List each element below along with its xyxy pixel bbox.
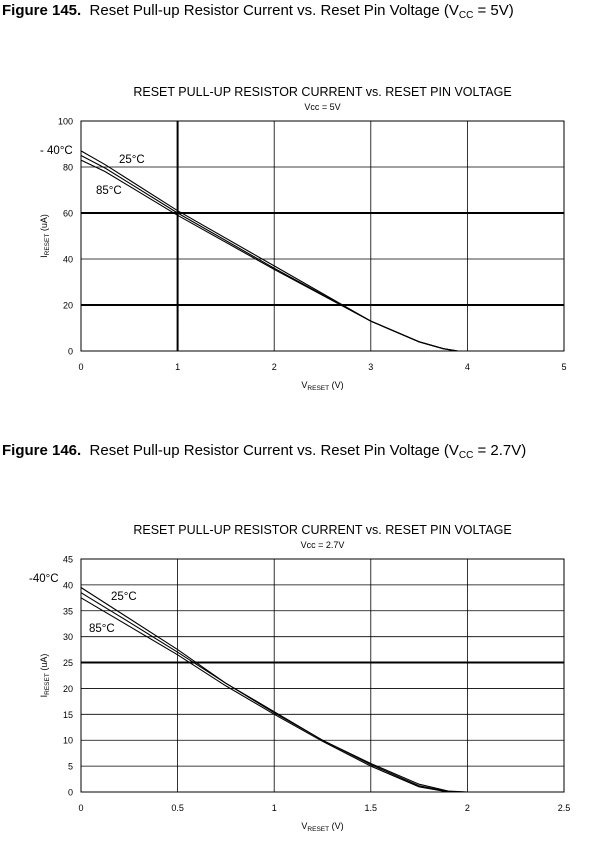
x-tick-label: 2 <box>464 803 470 813</box>
y-tick-label: 20 <box>62 683 73 694</box>
y-tick-label: 30 <box>62 632 73 643</box>
x-tick-label: 0 <box>78 803 84 813</box>
x-tick-label: 5 <box>561 362 567 372</box>
y-tick-label: 45 <box>62 554 73 565</box>
series-line <box>81 588 564 793</box>
caption-suffix: = 2.7V) <box>473 442 527 459</box>
y-tick-label: 60 <box>62 208 73 219</box>
series-label: -40°C <box>29 573 59 585</box>
chart-subtitle: Vcc = 5V <box>304 102 341 112</box>
chart-title: RESET PULL-UP RESISTOR CURRENT vs. RESET PIN VOLTAGE <box>133 85 512 99</box>
y-tick-label: 15 <box>62 709 73 720</box>
chart-title: RESET PULL-UP RESISTOR CURRENT vs. RESET PIN VOLTAGE <box>133 523 512 537</box>
caption-suffix: = 5V) <box>473 2 514 19</box>
x-tick-label: 1 <box>175 362 181 372</box>
caption-subscript: CC <box>458 10 474 21</box>
chart-subtitle: Vcc = 2.7V <box>300 540 345 550</box>
figure-146-caption <box>2 442 526 461</box>
x-tick-label: 4 <box>464 362 470 372</box>
y-tick-label: 80 <box>62 162 73 173</box>
y-tick-label: 0 <box>67 787 73 798</box>
series-label: - 40°C <box>40 145 73 157</box>
chart-vcc-5v <box>0 80 601 400</box>
series-line <box>81 598 564 792</box>
chart-vcc-2-7v <box>0 515 601 840</box>
series-label: 85°C <box>96 185 122 197</box>
x-tick-label: 1 <box>271 803 277 813</box>
series-label: 25°C <box>119 154 145 166</box>
series-line <box>81 593 564 792</box>
y-tick-label: 20 <box>62 300 73 311</box>
x-axis-label: $V_{RESET}$ (V) <box>301 380 344 392</box>
x-axis-label: $V_{RESET}$ (V) <box>301 821 344 833</box>
x-tick-label: 3 <box>368 362 374 372</box>
plot-frame <box>81 121 564 351</box>
series-label: 25°C <box>111 591 137 603</box>
y-tick-label: 10 <box>62 735 73 746</box>
y-tick-label: 5 <box>67 761 73 772</box>
y-axis-label: $I_{RESET}$ (uA) <box>39 653 51 698</box>
figure-number: Figure 145. <box>2 2 82 19</box>
y-axis-label: $I_{RESET}$ (uA) <box>39 214 51 258</box>
x-tick-label: 2.5 <box>557 803 571 813</box>
caption-text: Reset Pull-up Resistor Current vs. Reset Pin Voltage (V <box>89 442 459 459</box>
y-tick-label: 100 <box>57 116 73 127</box>
x-tick-label: 0.5 <box>171 803 184 813</box>
y-tick-label: 25 <box>62 658 73 669</box>
y-tick-label: 40 <box>62 254 73 265</box>
figure-number: Figure 146. <box>2 442 82 459</box>
y-tick-label: 0 <box>67 346 73 357</box>
x-tick-label: 2 <box>271 362 277 372</box>
y-tick-label: 35 <box>62 606 73 617</box>
plot-frame <box>81 559 564 792</box>
y-tick-label: 40 <box>62 580 73 591</box>
caption-text: Reset Pull-up Resistor Current vs. Reset Pin Voltage (V <box>89 2 459 19</box>
x-tick-label: 1.5 <box>364 803 378 813</box>
series-label: 85°C <box>89 623 115 635</box>
figure-145-caption <box>2 2 514 21</box>
caption-subscript: CC <box>458 450 474 461</box>
x-tick-label: 0 <box>78 362 84 372</box>
